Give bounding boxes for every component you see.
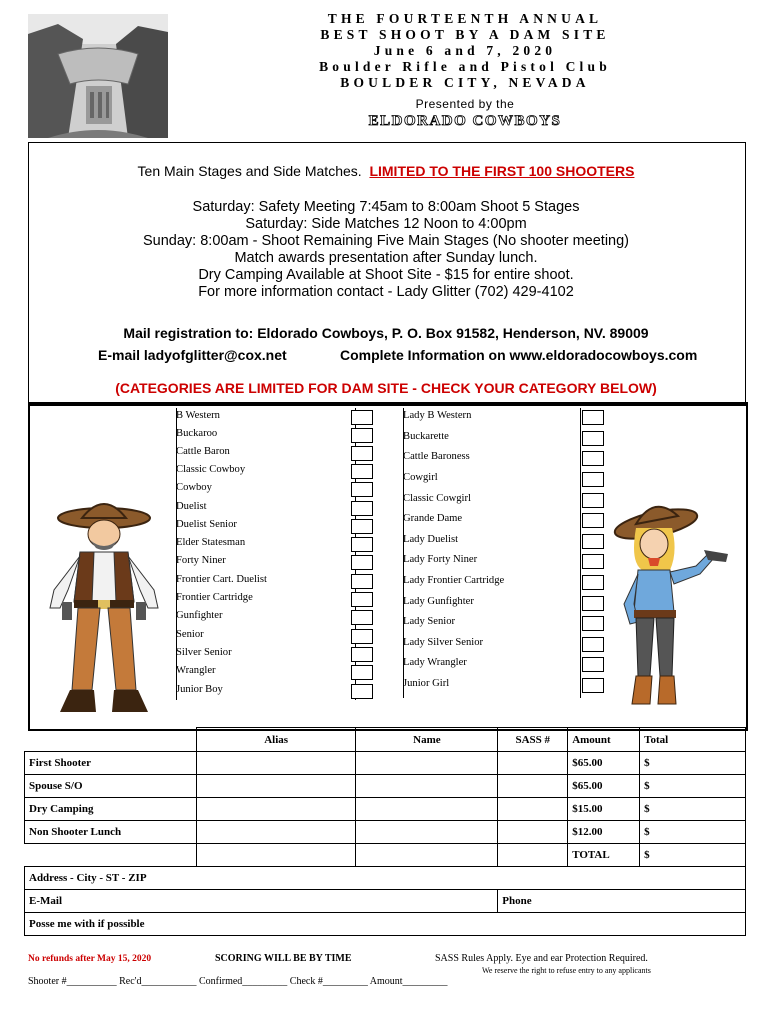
refund-policy: No refunds after May 15, 2020 [28,954,152,964]
total-field[interactable]: $ [640,821,746,844]
empty-cell [356,798,498,821]
checkbox-buckaroo[interactable] [351,428,373,443]
empty-cell [25,844,197,867]
checkbox-lady-forty-niner[interactable] [582,554,604,569]
category-cattle-baron: Cattle Baron [176,446,230,457]
category-buckaroo: Buckaroo [176,428,218,439]
header-club: Boulder Rifle and Pistol Club [319,59,611,74]
header-location: BOULDER CITY, NEVADA [340,75,590,90]
checkbox-cattle-baron[interactable] [351,446,373,461]
checkbox-junior-girl[interactable] [582,678,604,693]
sass-field[interactable] [498,752,568,775]
header-line-1: THE FOURTEENTH ANNUAL [327,11,603,26]
checkbox-buckarette[interactable] [582,431,604,446]
category-lady-b-western: Lady B Western [403,410,472,421]
intro-line [28,163,744,179]
header-date: June 6 and 7, 2020 [373,43,557,58]
dam-photo [28,14,168,138]
total-field[interactable]: $ [640,798,746,821]
category-gunfighter: Gunfighter [176,610,223,621]
alias-field[interactable] [196,752,356,775]
checkbox-lady-b-western[interactable] [582,410,604,425]
checkbox-wrangler[interactable] [351,665,373,680]
alias-header: Alias [196,728,356,752]
sass-rules: SASS Rules Apply. Eye and ear Protection Required. [435,953,648,964]
category-classic-cowboy: Classic Cowboy [176,464,246,475]
category-frontier-cart-duelist: Frontier Cart. Duelist [176,574,267,585]
website: Complete Information on www.eldoradocowboys.com [340,347,698,363]
checkbox-junior-boy[interactable] [351,684,373,699]
checkbox-duelist[interactable] [351,501,373,516]
categories-note: (CATEGORIES ARE LIMITED FOR DAM SITE - CHECK YOUR CATEGORY BELOW) [115,380,657,396]
checkbox-classic-cowboy[interactable] [351,464,373,479]
checkbox-lady-wrangler[interactable] [582,657,604,672]
amount-cell: $65.00 [568,775,640,798]
checkbox-frontier-cart-duelist[interactable] [351,574,373,589]
category-b-western: B Western [176,410,220,421]
category-lady-duelist: Lady Duelist [403,534,459,545]
row-label: Dry Camping [25,798,197,821]
email-field[interactable]: E-Mail [25,890,498,913]
total-field[interactable]: $ [640,775,746,798]
row-label: First Shooter [25,752,197,775]
category-lady-forty-niner: Lady Forty Niner [403,554,478,565]
phone-field[interactable]: Phone [498,890,746,913]
sass-field[interactable] [498,775,568,798]
womens-category-list [403,408,607,698]
office-use-line: Shooter #__________ Rec'd___________ Confirmed_________ Check #_________ Amount_________ [28,976,448,987]
checkbox-senior[interactable] [351,629,373,644]
checkbox-grande-dame[interactable] [582,513,604,528]
empty-cell [196,821,356,844]
registration-table [24,727,746,936]
amount-cell: $65.00 [568,752,640,775]
checkbox-lady-gunfighter[interactable] [582,596,604,611]
category-cowboy: Cowboy [176,482,212,493]
category-wrangler: Wrangler [176,665,216,676]
category-frontier-cartridge: Frontier Cartridge [176,592,253,603]
category-buckarette: Buckarette [403,431,449,442]
category-forty-niner: Forty Niner [176,555,226,566]
mail-registration: Mail registration to: Eldorado Cowboys, P. O. Box 91582, Henderson, NV. 89009 [123,325,649,341]
category-elder-statesman: Elder Statesman [176,537,246,548]
category-lady-silver-senior: Lady Silver Senior [403,637,484,648]
category-duelist-senior: Duelist Senior [176,519,237,530]
presented-by: Presented by the [415,97,515,111]
empty-cell [498,798,568,821]
category-grande-dame: Grande Dame [403,513,463,524]
name-field[interactable] [356,775,498,798]
checkbox-lady-senior[interactable] [582,616,604,631]
category-lady-gunfighter: Lady Gunfighter [403,596,474,607]
name-field[interactable] [356,752,498,775]
checkbox-cowgirl[interactable] [582,472,604,487]
cowgirl-illustration [604,492,734,718]
category-cattle-baroness: Cattle Baroness [403,451,470,462]
schedule-line: Dry Camping Available at Shoot Site - $15 for entire shoot. [198,267,574,283]
schedule-block [28,199,744,301]
checkbox-duelist-senior[interactable] [351,519,373,534]
category-cowgirl: Cowgirl [403,472,438,483]
mens-category-list [176,408,376,700]
checkbox-lady-frontier-cartridge[interactable] [582,575,604,590]
schedule-line: Sunday: 8:00am - Shoot Remaining Five Main Stages (No shooter meeting) [143,233,629,249]
category-junior-boy: Junior Boy [176,684,223,695]
grand-total-field[interactable]: $ [640,844,746,867]
amount-cell: $12.00 [568,821,640,844]
empty-cell [356,844,498,867]
amount-header: Amount [568,728,640,752]
cowboy-illustration [42,490,167,720]
schedule-line: Match awards presentation after Sunday lunch. [234,250,538,266]
category-senior: Senior [176,629,204,640]
eldorado-cowboys-logo: ELDORADO COWBOYS [368,113,562,129]
checkbox-lady-duelist[interactable] [582,534,604,549]
schedule-line: For more information contact - Lady Glitter (702) 429-4102 [198,284,574,300]
scoring-note: SCORING WILL BE BY TIME [215,953,352,964]
checkbox-silver-senior[interactable] [351,647,373,662]
checkbox-classic-cowgirl[interactable] [582,493,604,508]
name-header: Name [356,728,498,752]
alias-field[interactable] [196,775,356,798]
email-contact: E-mail ladyofglitter@cox.net [98,347,287,363]
checkbox-forty-niner[interactable] [351,555,373,570]
checkbox-elder-statesman[interactable] [351,537,373,552]
refuse-entry-note: We reserve the right to refuse entry to any applicants [482,966,651,975]
checkbox-b-western[interactable] [351,410,373,425]
intro-text: Ten Main Stages and Side Matches. [137,163,362,179]
schedule-line: Saturday: Side Matches 12 Noon to 4:00pm [245,216,527,232]
category-silver-senior: Silver Senior [176,647,232,658]
category-lady-senior: Lady Senior [403,616,456,627]
empty-cell [356,821,498,844]
checkbox-gunfighter[interactable] [351,610,373,625]
schedule-line: Saturday: Safety Meeting 7:45am to 8:00am Shoot 5 Stages [192,199,580,215]
category-duelist: Duelist [176,501,207,512]
empty-cell [196,798,356,821]
posse-field[interactable]: Posse me with if possible [25,913,746,936]
address-field[interactable]: Address - City - ST - ZIP [25,867,746,890]
header-line-2: BEST SHOOT BY A DAM SITE [320,27,610,42]
category-lady-wrangler: Lady Wrangler [403,657,467,668]
checkbox-cowboy[interactable] [351,482,373,497]
sass-header: SASS # [498,728,568,752]
total-header: Total [640,728,746,752]
total-field[interactable]: $ [640,752,746,775]
empty-cell [196,844,356,867]
checkbox-lady-silver-senior[interactable] [582,637,604,652]
empty-cell [498,821,568,844]
checkbox-cattle-baroness[interactable] [582,451,604,466]
category-lady-frontier-cartridge: Lady Frontier Cartridge [403,575,505,586]
limit-text: LIMITED TO THE FIRST 100 SHOOTERS [369,163,635,179]
row-label: Non Shooter Lunch [25,821,197,844]
blank-header-cell [25,728,197,752]
empty-cell [498,844,568,867]
amount-cell: $15.00 [568,798,640,821]
category-classic-cowgirl: Classic Cowgirl [403,493,471,504]
row-label: Spouse S/O [25,775,197,798]
category-junior-girl: Junior Girl [403,678,450,689]
total-label: TOTAL [568,844,640,867]
checkbox-frontier-cartridge[interactable] [351,592,373,607]
